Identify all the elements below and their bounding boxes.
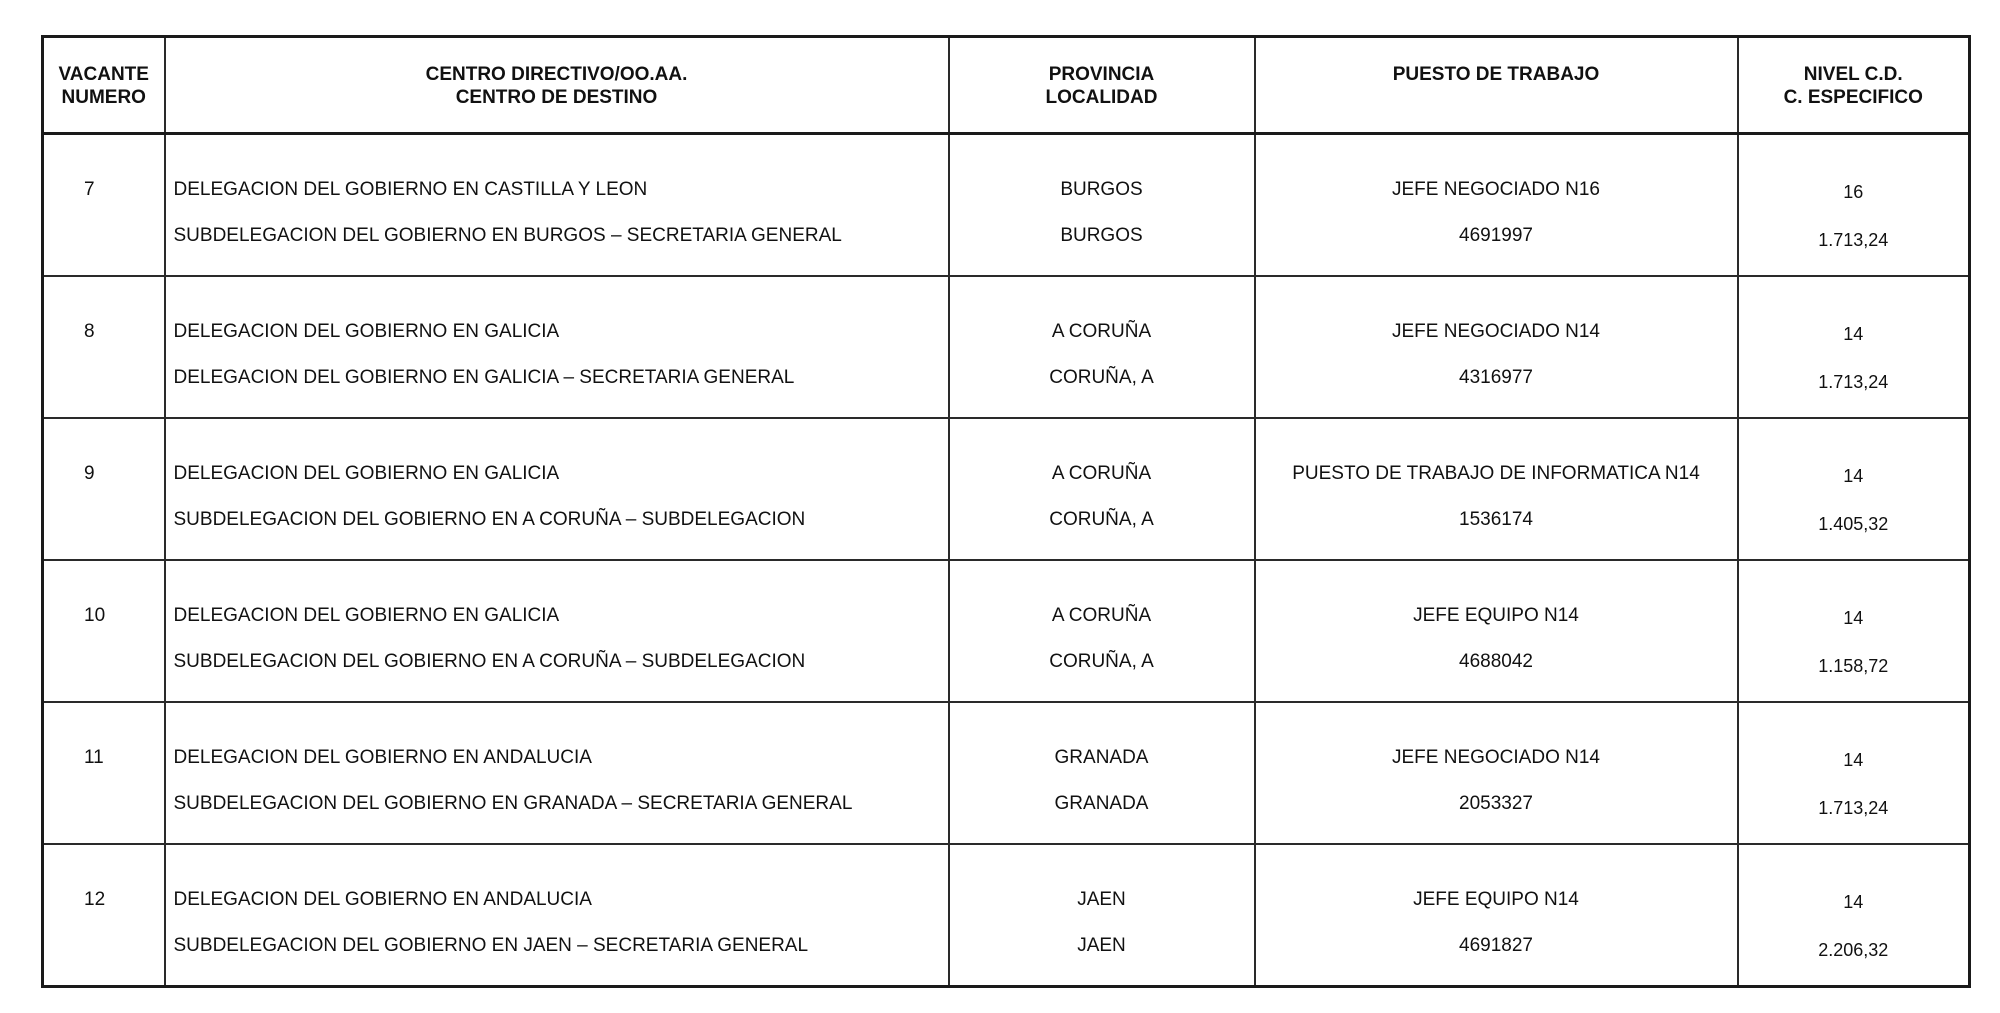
table-row bbox=[43, 134, 1970, 277]
provincia-cell bbox=[949, 418, 1255, 560]
provincia: JAEN bbox=[1077, 889, 1126, 910]
centro-cell bbox=[165, 560, 949, 702]
provincia-cell bbox=[949, 276, 1255, 418]
nivel-cd: 14 bbox=[1843, 466, 1864, 486]
puesto-codigo: 1536174 bbox=[1459, 509, 1533, 530]
vacante-number-cell bbox=[43, 702, 165, 844]
complemento-especifico: 1.713,24 bbox=[1818, 372, 1889, 392]
table-row bbox=[43, 560, 1970, 702]
centro-cell bbox=[165, 276, 949, 418]
provincia-cell bbox=[949, 560, 1255, 702]
centro-directivo: DELEGACION DEL GOBIERNO EN ANDALUCIA bbox=[173, 889, 592, 910]
nivel-cell bbox=[1738, 276, 1970, 418]
centro-destino: SUBDELEGACION DEL GOBIERNO EN A CORUÑA – SUBDELEGACION bbox=[173, 651, 806, 672]
centro-destino: DELEGACION DEL GOBIERNO EN GALICIA – SECRETARIA GENERAL bbox=[173, 367, 795, 388]
provincia: A CORUÑA bbox=[1051, 605, 1152, 626]
header-nivel-especifico bbox=[1738, 37, 1970, 134]
header-vacante-line-1: VACANTE bbox=[58, 64, 149, 85]
vacante-number: 9 bbox=[84, 463, 95, 484]
vacante-number: 11 bbox=[84, 747, 104, 768]
header-row bbox=[43, 37, 1970, 134]
table-row bbox=[43, 276, 1970, 418]
puesto-cell bbox=[1255, 702, 1738, 844]
centro-destino: SUBDELEGACION DEL GOBIERNO EN BURGOS – SECRETARIA GENERAL bbox=[173, 225, 842, 246]
vacante-number-cell bbox=[43, 276, 165, 418]
complemento-especifico: 1.405,32 bbox=[1818, 514, 1889, 534]
localidad: GRANADA bbox=[1054, 793, 1149, 814]
puesto-trabajo: JEFE NEGOCIADO N16 bbox=[1392, 179, 1600, 200]
complemento-especifico: 2.206,32 bbox=[1818, 940, 1889, 960]
puesto-codigo: 2053327 bbox=[1459, 793, 1533, 814]
nivel-cd: 14 bbox=[1843, 324, 1864, 344]
complemento-especifico: 1.713,24 bbox=[1818, 230, 1889, 250]
puesto-cell bbox=[1255, 276, 1738, 418]
centro-directivo: DELEGACION DEL GOBIERNO EN GALICIA bbox=[173, 605, 560, 626]
vacante-number-cell bbox=[43, 844, 165, 987]
puesto-trabajo: JEFE EQUIPO N14 bbox=[1413, 605, 1579, 626]
puesto-cell bbox=[1255, 560, 1738, 702]
nivel-cell bbox=[1738, 560, 1970, 702]
centro-destino: SUBDELEGACION DEL GOBIERNO EN JAEN – SECRETARIA GENERAL bbox=[173, 935, 809, 956]
centro-directivo: DELEGACION DEL GOBIERNO EN GALICIA bbox=[173, 463, 560, 484]
centro-directivo: DELEGACION DEL GOBIERNO EN CASTILLA Y LEON bbox=[173, 179, 648, 200]
header-puesto-line-1: PUESTO DE TRABAJO bbox=[1392, 64, 1600, 85]
centro-cell bbox=[165, 702, 949, 844]
header-centro-line-2: CENTRO DE DESTINO bbox=[455, 87, 658, 108]
table-row bbox=[43, 702, 1970, 844]
centro-destino: SUBDELEGACION DEL GOBIERNO EN A CORUÑA – SUBDELEGACION bbox=[173, 509, 806, 530]
header-vacante-numero bbox=[43, 37, 165, 134]
centro-cell bbox=[165, 418, 949, 560]
provincia-cell bbox=[949, 844, 1255, 987]
nivel-cd: 16 bbox=[1843, 182, 1864, 202]
header-vacante-line-2: NUMERO bbox=[61, 87, 146, 108]
header-nivel-line-1: NIVEL C.D. bbox=[1803, 64, 1903, 85]
complemento-especifico: 1.713,24 bbox=[1818, 798, 1889, 818]
centro-directivo: DELEGACION DEL GOBIERNO EN GALICIA bbox=[173, 321, 560, 342]
vacante-number-cell bbox=[43, 134, 165, 277]
provincia-cell bbox=[949, 702, 1255, 844]
header-provincia-line-2: LOCALIDAD bbox=[1045, 87, 1158, 108]
table-row bbox=[43, 418, 1970, 560]
nivel-cell bbox=[1738, 418, 1970, 560]
localidad: JAEN bbox=[1077, 935, 1126, 956]
vacante-number-cell bbox=[43, 560, 165, 702]
vacante-number-cell bbox=[43, 418, 165, 560]
header-provincia-line-1: PROVINCIA bbox=[1048, 64, 1155, 85]
localidad: CORUÑA, A bbox=[1049, 367, 1154, 388]
provincia-cell bbox=[949, 134, 1255, 277]
nivel-cd: 14 bbox=[1843, 892, 1864, 912]
header-provincia-localidad bbox=[949, 37, 1255, 134]
puesto-trabajo: JEFE EQUIPO N14 bbox=[1413, 889, 1579, 910]
puesto-codigo: 4316977 bbox=[1459, 367, 1533, 388]
nivel-cd: 14 bbox=[1843, 750, 1864, 770]
header-centro-directivo bbox=[165, 37, 949, 134]
centro-cell bbox=[165, 134, 949, 277]
localidad: CORUÑA, A bbox=[1049, 509, 1154, 530]
nivel-cell bbox=[1738, 844, 1970, 987]
puesto-cell bbox=[1255, 418, 1738, 560]
vacante-number: 12 bbox=[84, 889, 106, 910]
provincia: A CORUÑA bbox=[1051, 321, 1152, 342]
table-body bbox=[43, 134, 1970, 987]
centro-directivo: DELEGACION DEL GOBIERNO EN ANDALUCIA bbox=[173, 747, 592, 768]
vacante-number: 8 bbox=[84, 321, 95, 342]
header-centro-line-1: CENTRO DIRECTIVO/OO.AA. bbox=[425, 64, 688, 85]
localidad: BURGOS bbox=[1060, 225, 1143, 246]
complemento-especifico: 1.158,72 bbox=[1818, 656, 1889, 676]
puesto-cell bbox=[1255, 844, 1738, 987]
provincia: A CORUÑA bbox=[1051, 463, 1152, 484]
puesto-cell bbox=[1255, 134, 1738, 277]
localidad: CORUÑA, A bbox=[1049, 651, 1154, 672]
header-puesto-trabajo bbox=[1255, 37, 1738, 134]
puesto-codigo: 4691997 bbox=[1459, 225, 1533, 246]
nivel-cd: 14 bbox=[1843, 608, 1864, 628]
puesto-trabajo: PUESTO DE TRABAJO DE INFORMATICA N14 bbox=[1292, 463, 1700, 484]
vacancies-table bbox=[41, 35, 1971, 988]
nivel-cell bbox=[1738, 702, 1970, 844]
puesto-codigo: 4691827 bbox=[1459, 935, 1533, 956]
table-row bbox=[43, 844, 1970, 987]
puesto-trabajo: JEFE NEGOCIADO N14 bbox=[1392, 747, 1600, 768]
vacante-number: 10 bbox=[84, 605, 106, 626]
nivel-cell bbox=[1738, 134, 1970, 277]
puesto-trabajo: JEFE NEGOCIADO N14 bbox=[1392, 321, 1600, 342]
centro-destino: SUBDELEGACION DEL GOBIERNO EN GRANADA – SECRETARIA GENERAL bbox=[173, 793, 853, 814]
vacante-number: 7 bbox=[84, 179, 95, 200]
centro-cell bbox=[165, 844, 949, 987]
provincia: BURGOS bbox=[1060, 179, 1143, 200]
table-header bbox=[43, 37, 1970, 134]
puesto-codigo: 4688042 bbox=[1459, 651, 1533, 672]
provincia: GRANADA bbox=[1054, 747, 1149, 768]
header-nivel-line-2: C. ESPECIFICO bbox=[1783, 87, 1923, 108]
